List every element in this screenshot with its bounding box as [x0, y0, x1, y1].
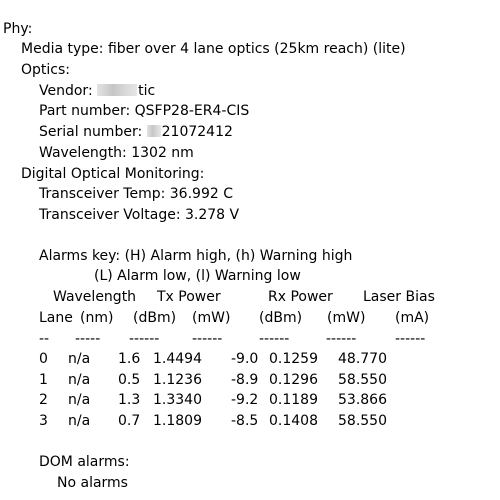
phy-heading: Phy:	[3, 21, 33, 37]
lane-cell: 2	[39, 392, 48, 408]
separator-tx-dbm: ------	[129, 331, 160, 347]
redacted-serial-block	[147, 125, 161, 137]
tx-dbm-cell: 0.5	[118, 372, 141, 388]
separator-nm: -----	[75, 331, 101, 347]
bias-cell: 48.770	[338, 351, 387, 367]
tx-mw-cell: 1.3340	[153, 392, 202, 408]
media-type-line: Media type: fiber over 4 lane optics (25km reach) (lite)	[21, 41, 406, 57]
redacted-vendor-block	[97, 84, 137, 96]
rx-dbm-cell: -9.2	[231, 392, 259, 408]
tx-mw-cell: 1.4494	[153, 351, 202, 367]
col-rx-mw: (mW)	[327, 310, 366, 326]
bias-cell: 53.866	[338, 392, 387, 408]
separator-bias: ------	[395, 331, 426, 347]
vendor-value: tic	[138, 83, 156, 99]
separator-rx-dbm: ------	[259, 331, 290, 347]
rx-mw-cell: 0.1408	[269, 413, 318, 429]
rx-dbm-cell: -8.9	[231, 372, 259, 388]
col-bias-ma: (mA)	[395, 310, 430, 326]
serial-number-line	[39, 124, 233, 140]
tx-dbm-cell: 1.3	[118, 392, 141, 408]
transceiver-voltage-line: Transceiver Voltage: 3.278 V	[39, 207, 240, 223]
wavelength-cell: n/a	[68, 372, 91, 388]
wavelength-cell: n/a	[68, 392, 91, 408]
tx-mw-cell: 1.1809	[153, 413, 202, 429]
lane-cell: 3	[39, 413, 48, 429]
dom-alarms-heading: DOM alarms:	[39, 454, 130, 470]
serial-label: Serial number:	[39, 124, 147, 140]
rx-mw-cell: 0.1189	[269, 392, 318, 408]
vendor-line	[39, 83, 155, 99]
rx-mw-cell: 0.1259	[269, 351, 318, 367]
alarms-key-line-2: (L) Alarm low, (l) Warning low	[94, 268, 301, 284]
dom-alarms-value: No alarms	[57, 475, 128, 491]
lane-cell: 0	[39, 351, 48, 367]
bias-cell: 58.550	[338, 413, 387, 429]
header-tx-power: Tx Power	[157, 289, 221, 305]
header-rx-power: Rx Power	[268, 289, 333, 305]
tx-mw-cell: 1.1236	[153, 372, 202, 388]
tx-dbm-cell: 0.7	[118, 413, 141, 429]
transceiver-temp-line: Transceiver Temp: 36.992 C	[39, 186, 233, 202]
separator-rx-mw: ------	[326, 331, 357, 347]
lane-cell: 1	[39, 372, 48, 388]
col-tx-mw: (mW)	[192, 310, 231, 326]
separator-lane: --	[39, 331, 50, 347]
wavelength-line: Wavelength: 1302 nm	[39, 145, 194, 161]
vendor-label: Vendor:	[39, 83, 98, 99]
col-nm: (nm)	[80, 310, 114, 326]
rx-dbm-cell: -9.0	[231, 351, 259, 367]
rx-mw-cell: 0.1296	[269, 372, 318, 388]
wavelength-cell: n/a	[68, 351, 91, 367]
col-rx-dbm: (dBm)	[259, 310, 303, 326]
dom-heading: Digital Optical Monitoring:	[21, 166, 205, 182]
col-lane: Lane	[39, 310, 73, 326]
part-number-line: Part number: QSFP28-ER4-CIS	[39, 103, 250, 119]
header-laser-bias: Laser Bias	[363, 289, 435, 305]
optics-heading: Optics:	[21, 62, 70, 78]
header-wavelength: Wavelength	[53, 289, 137, 305]
rx-dbm-cell: -8.5	[231, 413, 259, 429]
serial-value: 21072412	[161, 124, 233, 140]
tx-dbm-cell: 1.6	[118, 351, 141, 367]
col-tx-dbm: (dBm)	[133, 310, 177, 326]
separator-tx-mw: ------	[192, 331, 223, 347]
bias-cell: 58.550	[338, 372, 387, 388]
alarms-key-line-1: Alarms key: (H) Alarm high, (h) Warning high	[39, 248, 353, 264]
wavelength-cell: n/a	[68, 413, 91, 429]
